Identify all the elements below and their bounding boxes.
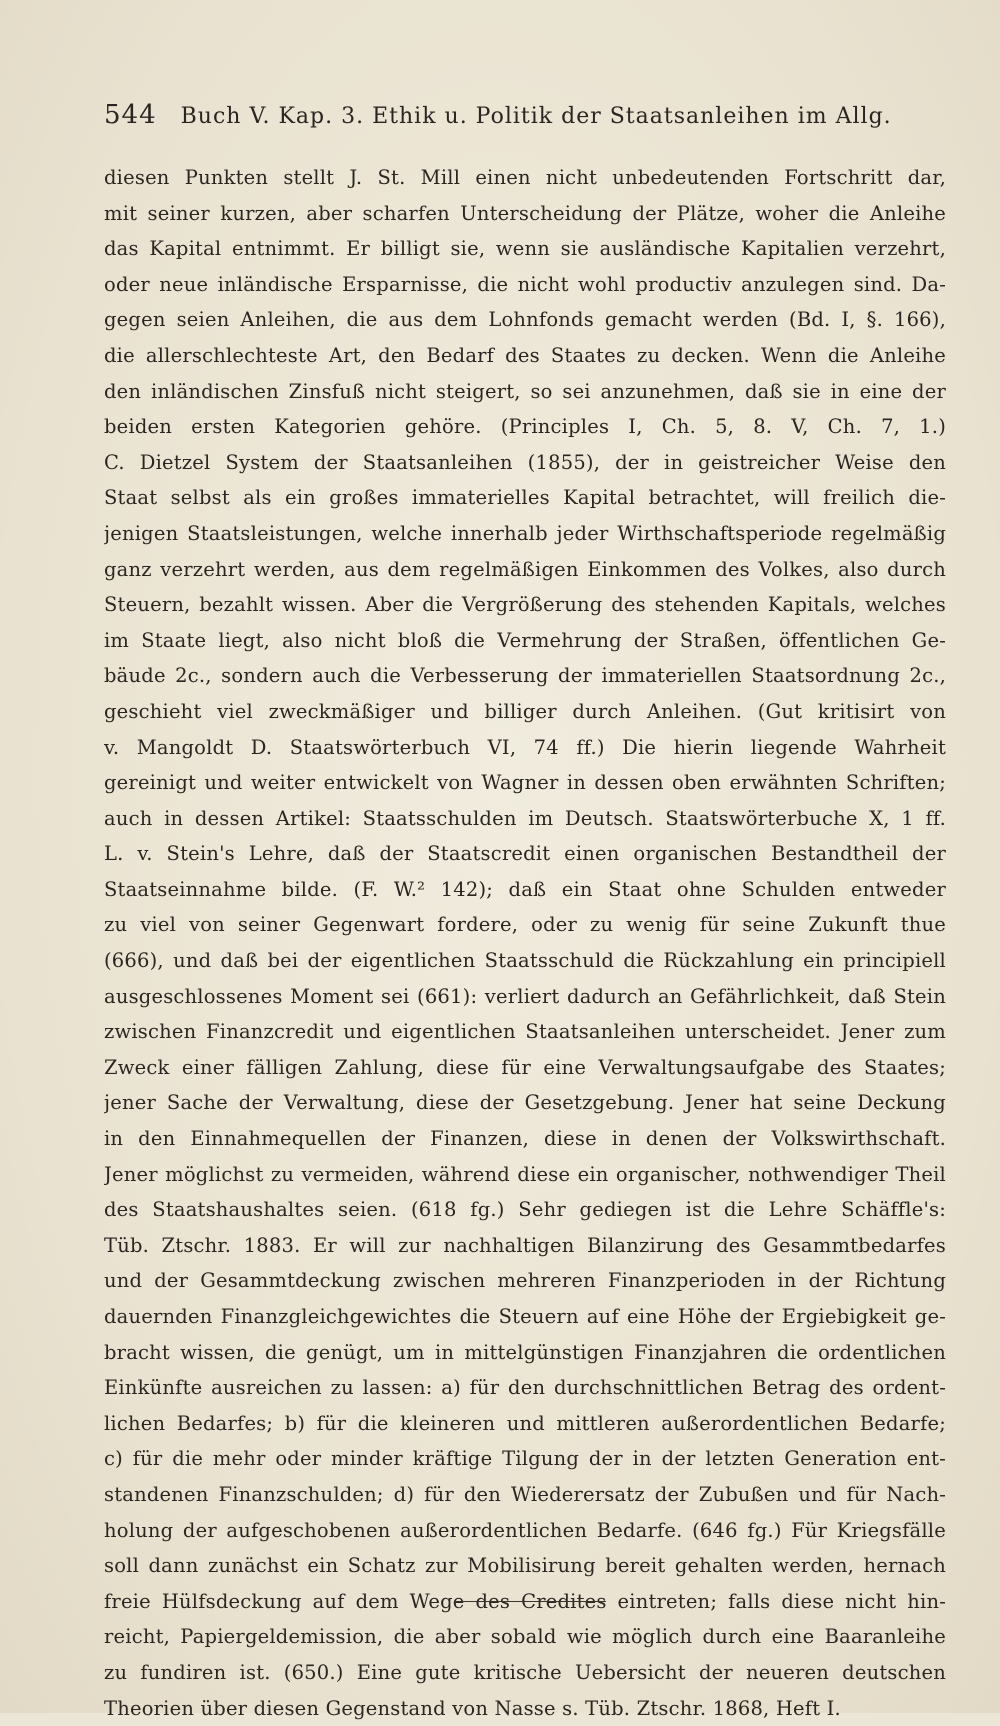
text-line: bäude 2c., sondern auch die Verbesserung der immateriellen Staatsordnung 2c., [104,664,946,688]
text-line: soll dann zunächst ein Schatz zur Mobilisirung bereit gehalten werden, hernach [104,1554,946,1578]
text-line: bracht wissen, die genügt, um in mittelgünstigen Finanzjahren die ordentlichen [104,1340,946,1364]
text-line: des Staatshaushaltes seien. (618 fg.) Sehr gediegen ist die Lehre Schäffle's: [104,1198,946,1222]
text-line: die allerschlechteste Art, den Bedarf des Staates zu decken. Wenn die Anleihe [104,343,946,367]
text-line: Einkünfte ausreichen zu lassen: a) für den durchschnittlichen Betrag des ordent- [104,1376,946,1400]
running-header [104,100,944,140]
footnote-text-block [104,160,946,1726]
text-line: gegen seien Anleihen, die aus dem Lohnfonds gemacht werden (Bd. I, §. 166), [104,308,946,332]
text-line: dauernden Finanzgleichgewichtes die Steuern auf eine Höhe der Ergiebigkeit ge- [104,1305,946,1328]
text-line: diesen Punkten stellt J. St. Mill einen nicht unbedeutenden Fortschritt dar, [104,166,946,189]
text-line: jener Sache der Verwaltung, diese der Gesetzgebung. Jener hat seine Deckung [104,1091,946,1115]
text-line: jenigen Staatsleistungen, welche innerhalb jeder Wirthschaftsperiode regelmäßig [104,521,946,545]
text-line: Tüb. Ztschr. 1883. Er will zur nachhaltigen Bilanzirung des Gesammtbedarfes [104,1233,946,1257]
text-line: freie Hülfsdeckung auf dem Wege des Credites eintreten; falls diese nicht hin- [104,1589,946,1613]
text-line: Steuern, bezahlt wissen. Aber die Vergrößerung des stehenden Kapitals, welches [104,593,946,617]
text-line: lichen Bedarfes; b) für die kleineren und mittleren außerordentlichen Bedarfe; [104,1411,946,1435]
text-line: Staat selbst als ein großes immaterielles Kapital betrachtet, will freilich die- [104,486,946,510]
text-line: zu viel von seiner Gegenwart fordere, oder zu wenig für seine Zukunft thue [104,913,946,937]
text-line: holung der aufgeschobenen außerordentlichen Bedarfe. (646 fg.) Für Kriegsfälle [104,1518,946,1542]
text-line: geschieht viel zweckmäßiger und billiger durch Anleihen. (Gut kritisirt von [104,699,946,723]
footnote-rule [456,1601,606,1602]
text-line: standenen Finanzschulden; d) für den Wiederersatz der Zubußen und für Nach- [104,1482,946,1506]
text-line: ganz verzehrt werden, aus dem regelmäßigen Einkommen des Volkes, also durch [104,557,946,581]
text-line: c) für die mehr oder minder kräftige Tilgung der in der letzten Generation ent- [104,1447,946,1471]
text-line: ausgeschlossenes Moment sei (661): verliert dadurch an Gefährlichkeit, daß Stein [104,984,946,1008]
text-line: in den Einnahmequellen der Finanzen, diese in denen der Volkswirthschaft. [104,1127,946,1151]
text-line: C. Dietzel System der Staatsanleihen (1855), der in geistreicher Weise den [104,450,946,474]
text-line: Jener möglichst zu vermeiden, während diese ein organischer, nothwendiger Theil [104,1162,946,1186]
text-line: zu fundiren ist. (650.) Eine gute kritische Uebersicht der neueren deutschen [104,1660,946,1684]
text-line: das Kapital entnimmt. Er billigt sie, wenn sie ausländische Kapitalien verzehrt, [104,237,946,261]
text-line: den inländischen Zinsfuß nicht steigert, so sei anzunehmen, daß sie in eine der [104,379,946,403]
page-number: 544 [104,100,157,130]
text-line: v. Mangoldt D. Staatswörterbuch VI, 74 ff.) Die hierin liegende Wahrheit [104,735,946,759]
text-line: Staatseinnahme bilde. (F. W.² 142); daß ein Staat ohne Schulden entweder [104,877,946,901]
text-line: beiden ersten Kategorien gehöre. (Principles I, Ch. 5, 8. V, Ch. 7, 1.) [104,415,946,439]
text-line: auch in dessen Artikel: Staatsschulden im Deutsch. Staatswörterbuche X, 1 ff. [104,806,946,830]
text-line: und der Gesammtdeckung zwischen mehreren Finanzperioden in der Richtung [104,1269,946,1293]
text-line: reicht, Papiergeldemission, die aber sobald wie möglich durch eine Baaranleihe [104,1625,946,1649]
text-line: (666), und daß bei der eigentlichen Staatsschuld die Rückzahlung ein principiell [104,949,946,973]
text-line: gereinigt und weiter entwickelt von Wagner in dessen oben erwähnten Schriften; [104,771,946,795]
text-line: im Staate liegt, also nicht bloß die Vermehrung der Straßen, öffentlichen Ge- [104,628,946,652]
text-line: L. v. Stein's Lehre, daß der Staatscredit einen organischen Bestandtheil der [104,842,946,866]
text-line: zwischen Finanzcredit und eigentlichen Staatsanleihen unterscheidet. Jener zum [104,1020,946,1044]
text-line: oder neue inländische Ersparnisse, die nicht wohl productiv anzulegen sind. Da- [104,272,946,296]
text-line: Zweck einer fälligen Zahlung, diese für eine Verwaltungsaufgabe des Staates; [104,1055,946,1079]
text-line: mit seiner kurzen, aber scharfen Unterscheidung der Plätze, woher die Anleihe [104,201,946,225]
running-title: Buch V. Kap. 3. Ethik u. Politik der Staatsanleihen im Allg. [180,104,892,129]
text-line: Theorien über diesen Gegenstand von Nasse s. Tüb. Ztschr. 1868, Heft I. [104,1696,841,1720]
